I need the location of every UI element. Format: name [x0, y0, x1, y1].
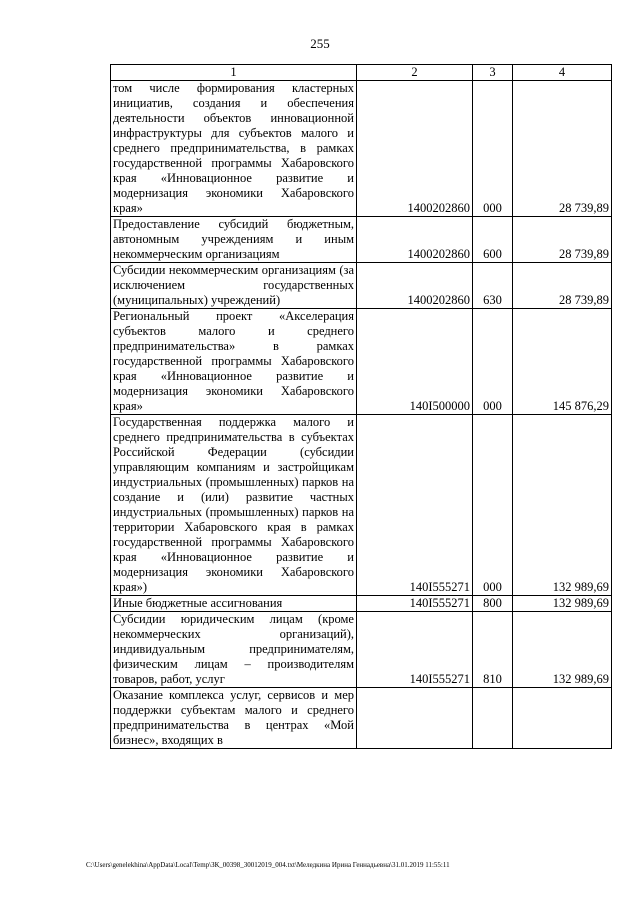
row-code: 1400202860	[357, 263, 473, 309]
row-name: Субсидии юридическим лицам (кроме некоммерческих организаций), индивидуальным предпринимателям, физическим лицам – производителям товаров, работ, услуг	[111, 612, 357, 688]
row-amount: 28 739,89	[513, 217, 612, 263]
row-expense-type: 800	[473, 596, 513, 612]
page-number: 255	[310, 36, 330, 51]
budget-table	[110, 64, 612, 749]
row-amount: 132 989,69	[513, 415, 612, 596]
row-name: Оказание комплекса услуг, сервисов и мер поддержки субъектам малого и среднего предпринимательства в центрах «Мой бизнес», входящих в	[111, 688, 357, 749]
row-amount	[513, 688, 612, 749]
file-path-footer: C:\Users\genelekhina\AppData\Local\Temp\ЗК_00398_30012019_004.txt\Меледкина Ирина Геннадьевна\31.01.2019 11:55:11	[86, 861, 450, 869]
table-header-row	[111, 65, 612, 81]
column-header-3: 3	[473, 65, 513, 81]
table-row	[111, 263, 612, 309]
row-amount: 132 989,69	[513, 596, 612, 612]
row-name: Предоставление субсидий бюджетным, автономным учреждениям и иным некоммерческим организациям	[111, 217, 357, 263]
row-code	[357, 688, 473, 749]
table-row	[111, 688, 612, 749]
row-name: Региональный проект «Акселерация субъектов малого и среднего предпринимательства» в рамках государственной программы Хабаровского края «Инновационное развитие и модернизация экономики Хабаровского края»	[111, 309, 357, 415]
table-row	[111, 81, 612, 217]
row-code: 140I555271	[357, 596, 473, 612]
row-expense-type: 600	[473, 217, 513, 263]
row-code: 140I555271	[357, 415, 473, 596]
row-expense-type: 000	[473, 415, 513, 596]
row-amount: 28 739,89	[513, 81, 612, 217]
row-expense-type: 000	[473, 81, 513, 217]
row-name: Субсидии некоммерческим организациям (за исключением государственных (муниципальных) учреждений)	[111, 263, 357, 309]
row-amount: 28 739,89	[513, 263, 612, 309]
table-row	[111, 415, 612, 596]
table-row	[111, 596, 612, 612]
row-code: 1400202860	[357, 81, 473, 217]
table-row	[111, 309, 612, 415]
row-expense-type: 000	[473, 309, 513, 415]
column-header-4: 4	[513, 65, 612, 81]
row-code: 140I555271	[357, 612, 473, 688]
row-expense-type: 630	[473, 263, 513, 309]
table-row	[111, 217, 612, 263]
row-expense-type	[473, 688, 513, 749]
row-code: 140I500000	[357, 309, 473, 415]
row-name: том числе формирования кластерных инициатив, создания и обеспечения деятельности объектов инновационной инфраструктуры для субъектов малого и среднего предпринимательства, в рамках государственной программы Хабаровского края «Инновационное развитие и модернизация экономики Хабаровского края»	[111, 81, 357, 217]
row-name: Иные бюджетные ассигнования	[111, 596, 357, 612]
table-row	[111, 612, 612, 688]
row-code: 1400202860	[357, 217, 473, 263]
row-expense-type: 810	[473, 612, 513, 688]
row-name: Государственная поддержка малого и среднего предпринимательства в субъектах Российской Федерации (субсидии управляющим компаниям и застройщикам индустриальных (промышленных) парков на создание и (или) развитие частных индустриальных (промышленных) парков на территории Хабаровского края в рамках государственной программы Хабаровского края «Инновационное развитие и модернизация экономики Хабаровского края»)	[111, 415, 357, 596]
column-header-2: 2	[357, 65, 473, 81]
row-amount: 145 876,29	[513, 309, 612, 415]
column-header-1: 1	[111, 65, 357, 81]
row-amount: 132 989,69	[513, 612, 612, 688]
